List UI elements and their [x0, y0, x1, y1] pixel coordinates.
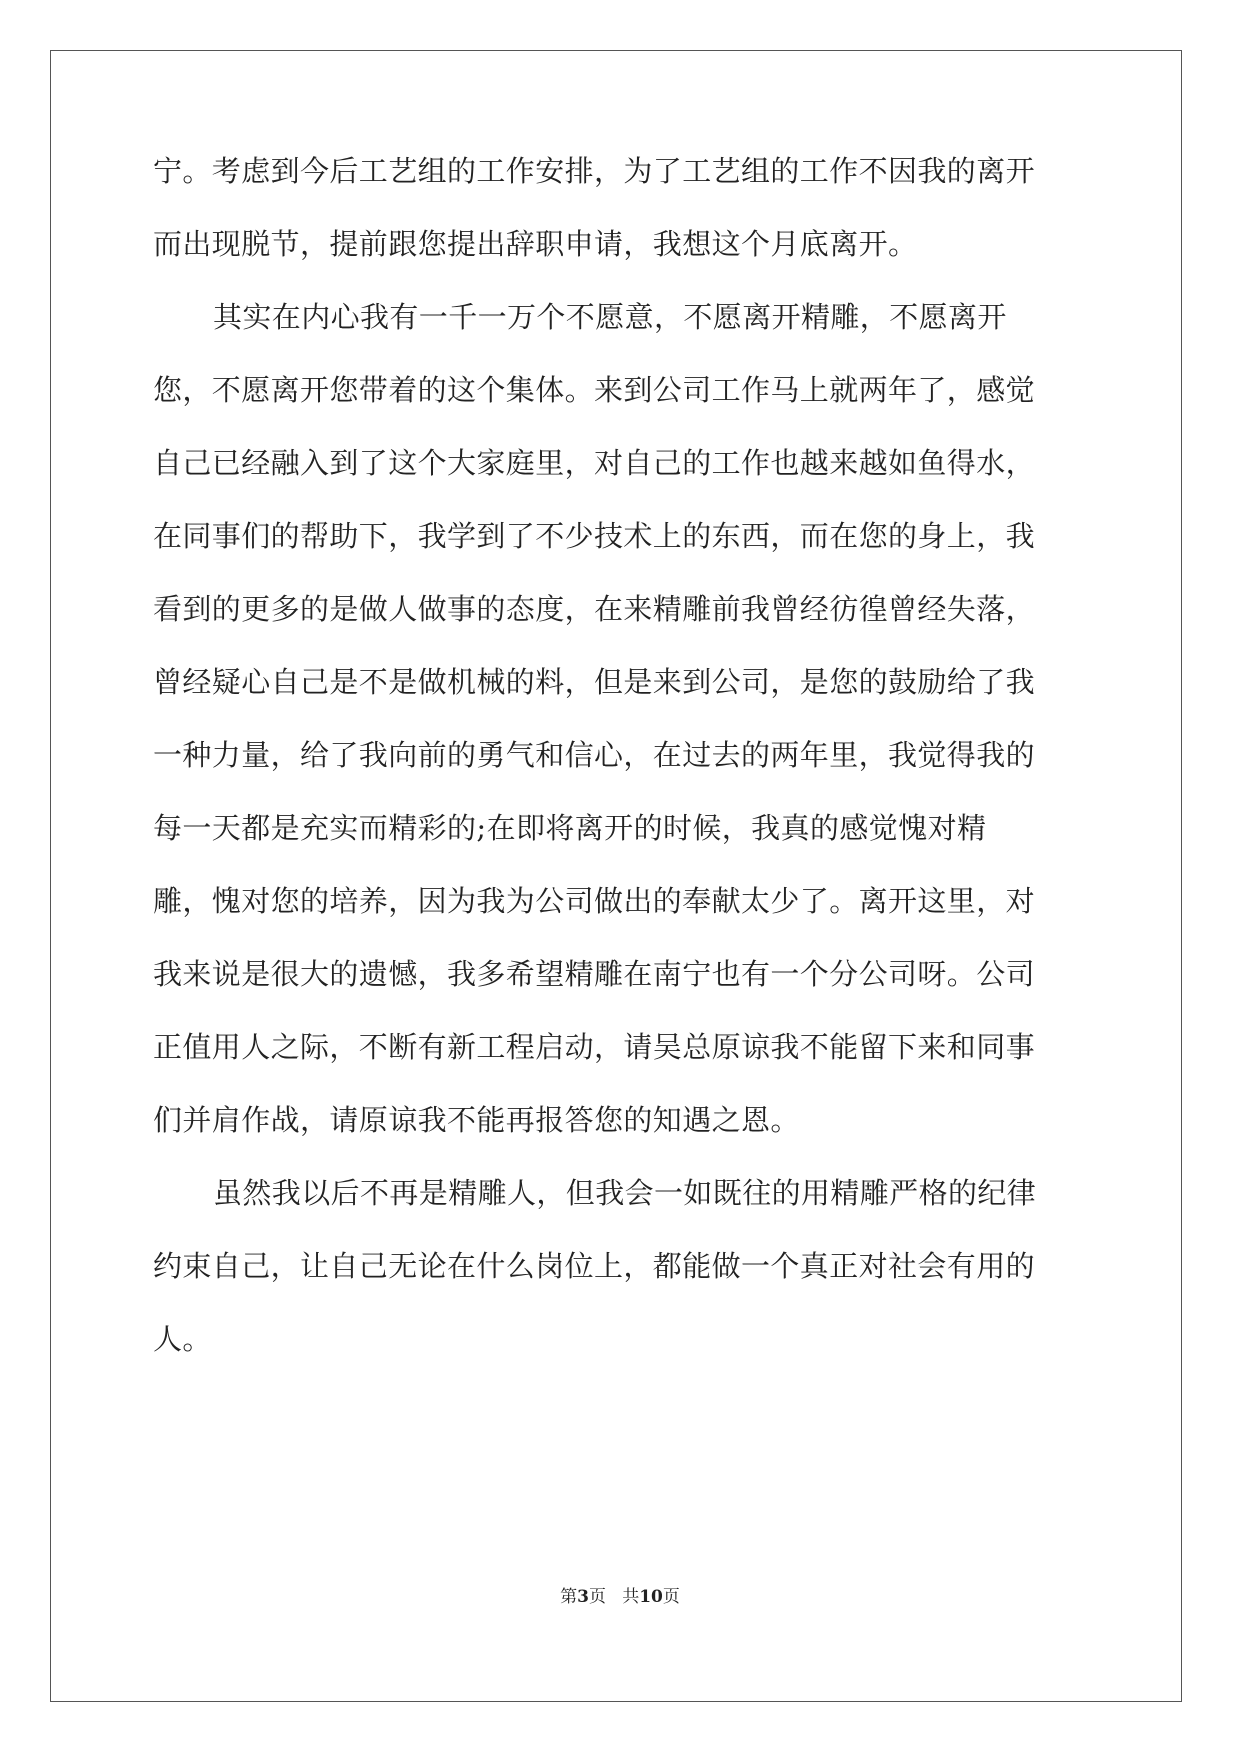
body-text-line: 曾经疑心自己是不是做机械的料，但是来到公司，是您的鼓励给了我 — [153, 665, 1036, 699]
body-text-line: 人。 — [153, 1322, 212, 1356]
body-text-line: 正值用人之际，不断有新工程启动，请吴总原谅我不能留下来和同事 — [153, 1030, 1036, 1064]
body-text-line: 们并肩作战，请原谅我不能再报答您的知遇之恩。 — [153, 1103, 800, 1137]
total-pages: 10 — [639, 1587, 663, 1607]
body-text-line: 雕，愧对您的培养，因为我为公司做出的奉献太少了。离开这里，对 — [153, 884, 1036, 918]
body-text-line: 看到的更多的是做人做事的态度，在来精雕前我曾经彷徨曾经失落， — [153, 592, 1036, 626]
body-text-line: 一种力量，给了我向前的勇气和信心，在过去的两年里，我觉得我的 — [153, 738, 1036, 772]
footer-total-unit: 页 — [662, 1587, 680, 1607]
body-text-line: 虽然我以后不再是精雕人，但我会一如既往的用精雕严格的纪律 — [213, 1176, 1037, 1210]
page-border — [50, 50, 1182, 1702]
body-text-line: 您，不愿离开您带着的这个集体。来到公司工作马上就两年了，感觉 — [153, 373, 1036, 407]
page-number: 3 — [577, 1587, 589, 1607]
body-text-line: 约束自己，让自己无论在什么岗位上，都能做一个真正对社会有用的 — [153, 1249, 1036, 1283]
body-text-line: 宁。考虑到今后工艺组的工作安排，为了工艺组的工作不因我的离开 — [153, 154, 1036, 188]
footer-prefix: 第 — [560, 1587, 578, 1607]
body-text-line: 而出现脱节，提前跟您提出辞职申请，我想这个月底离开。 — [153, 227, 918, 261]
body-text-line: 在同事们的帮助下，我学到了不少技术上的东西，而在您的身上，我 — [153, 519, 1036, 553]
body-text-line: 自己已经融入到了这个大家庭里，对自己的工作也越来越如鱼得水， — [153, 446, 1036, 480]
body-text-line: 每一天都是充实而精彩的;在即将离开的时候，我真的感觉愧对精 — [153, 811, 987, 845]
footer-total-prefix: 共 — [622, 1587, 640, 1607]
footer-page-unit: 页 — [588, 1587, 606, 1607]
body-text-line: 我来说是很大的遗憾，我多希望精雕在南宁也有一个分公司呀。公司 — [153, 957, 1036, 991]
page-footer — [0, 1586, 1240, 1608]
body-text-line: 其实在内心我有一千一万个不愿意，不愿离开精雕，不愿离开 — [213, 300, 1007, 334]
